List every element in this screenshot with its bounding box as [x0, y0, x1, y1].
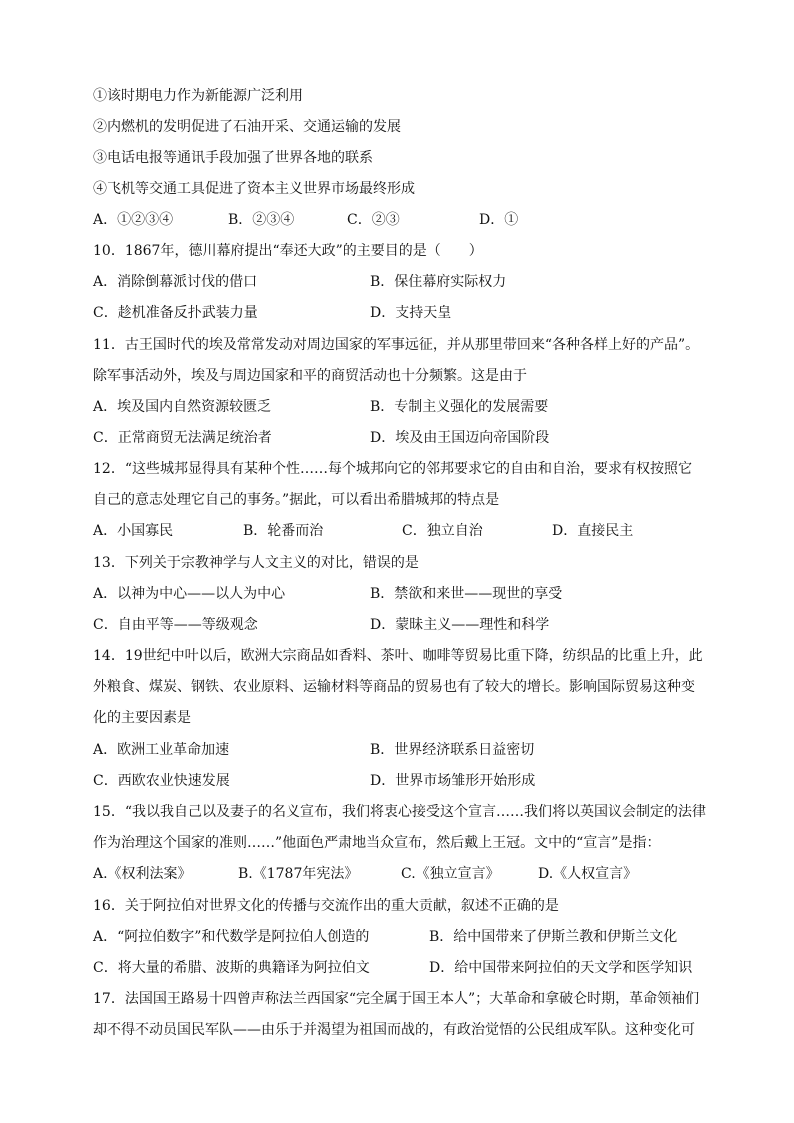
q9-option-a: A．①②③④: [93, 212, 174, 228]
q15-option-b: B.《1787年宪法》: [238, 866, 359, 882]
q15-option-d: D.《人权宣言》: [538, 866, 638, 882]
q9-statement-3: ③电话电报等通讯手段加强了世界各地的联系: [93, 150, 373, 166]
q12-option-b: B．轮番而治: [243, 523, 324, 539]
q12-stem-line1: 12．“这些城邦显得具有某种个性……每个城邦向它的邻邦要求它的自由和自治，要求有权按照它: [93, 461, 692, 477]
q14-option-d: D．世界市场雏形开始形成: [370, 773, 536, 789]
q9-option-b: B．②③④: [228, 212, 295, 228]
q16-stem: 16．关于阿拉伯对世界文化的传播与交流作出的重大贡献，叙述不正确的是: [93, 898, 559, 914]
q14-stem-line1: 14．19世纪中叶以后，欧洲大宗商品如香料、茶叶、咖啡等贸易比重下降，纺织品的比重上升，此: [93, 648, 703, 664]
q11-stem-line1: 11．古王国时代的埃及常常发动对周边国家的军事远征，并从那里带回来“各种各样上好的产品”。: [93, 337, 700, 353]
q14-option-b: B．世界经济联系日益密切: [370, 742, 535, 758]
q12-option-a: A．小国寡民: [93, 523, 174, 539]
q16-option-d: D．给中国带来阿拉伯的天文学和医学知识: [429, 960, 693, 976]
q13-option-a: A．以神为中心——以人为中心: [93, 586, 286, 602]
q10-option-c: C．趁机准备反扑武装力量: [93, 305, 258, 321]
q13-option-c: C．自由平等——等级观念: [93, 617, 258, 633]
q13-option-d: D．蒙昧主义——理性和科学: [370, 617, 550, 633]
q13-option-b: B．禁欲和来世——现世的享受: [370, 586, 563, 602]
q11-option-d: D．埃及由王国迈向帝国阶段: [370, 430, 550, 446]
q17-stem-line2: 却不得不动员国民军队——由乐于并渴望为祖国而战的，有政治觉悟的公民组成军队。这种变化可: [93, 1022, 695, 1038]
q10-option-d: D．支持天皇: [370, 305, 452, 321]
q14-option-a: A．欧洲工业革命加速: [93, 742, 230, 758]
q9-statement-2: ②内燃机的发明促进了石油开采、交通运输的发展: [93, 119, 401, 135]
q11-option-a: A．埃及国内自然资源较匮乏: [93, 399, 272, 415]
q12-stem-line2: 自己的意志处理它自己的事务。”据此，可以看出希腊城邦的特点是: [93, 492, 500, 508]
q13-stem: 13．下列关于宗教神学与人文主义的对比，错误的是: [93, 555, 419, 571]
q12-option-d: D．直接民主: [552, 523, 634, 539]
q14-stem-line3: 化的主要因素是: [93, 710, 191, 726]
q9-option-d: D．①: [479, 212, 519, 228]
q9-option-c: C．②③: [347, 212, 400, 228]
q14-option-c: C．西欧农业快速发展: [93, 773, 230, 789]
q16-option-a: A．“阿拉伯数字”和代数学是阿拉伯人创造的: [93, 929, 370, 945]
q11-option-b: B．专制主义强化的发展需要: [370, 399, 549, 415]
q15-stem-line2: 作为治理这个国家的准则……”他面色严肃地当众宣布，然后戴上王冠。文中的“宣言”是指：: [93, 835, 661, 851]
q14-stem-line2: 外粮食、煤炭、钢铁、农业原料、运输材料等商品的贸易也有了较大的增长。影响国际贸易这种变: [93, 679, 695, 695]
q10-option-b: B．保住幕府实际权力: [370, 274, 507, 290]
q15-stem-line1: 15．“我以我自己以及妻子的名义宣布，我们将衷心接受这个宣言……我们将以英国议会制定的法律: [93, 804, 706, 820]
q16-option-b: B．给中国带来了伊斯兰教和伊斯兰文化: [429, 929, 678, 945]
q11-stem-line2: 除军事活动外，埃及与周边国家和平的商贸活动也十分频繁。这是由于: [93, 368, 527, 384]
q15-option-a: A.《权利法案》: [93, 866, 192, 882]
q15-option-c: C.《独立宣言》: [401, 866, 500, 882]
q9-statement-4: ④飞机等交通工具促进了资本主义世界市场最终形成: [93, 181, 415, 197]
q17-stem-line1: 17．法国国王路易十四曾声称法兰西国家“完全属于国王本人”；大革命和拿破仑时期，革命领袖们: [93, 991, 700, 1007]
q11-option-c: C．正常商贸无法满足统治者: [93, 430, 272, 446]
q16-option-c: C．将大量的希腊、波斯的典籍译为阿拉伯文: [93, 960, 370, 976]
q9-statement-1: ①该时期电力作为新能源广泛利用: [93, 88, 303, 104]
q10-option-a: A．消除倒幕派讨伐的借口: [93, 274, 258, 290]
q12-option-c: C．独立自治: [402, 523, 483, 539]
q10-stem: 10．1867年，德川幕府提出“奉还大政”的主要目的是（ ）: [93, 243, 483, 259]
